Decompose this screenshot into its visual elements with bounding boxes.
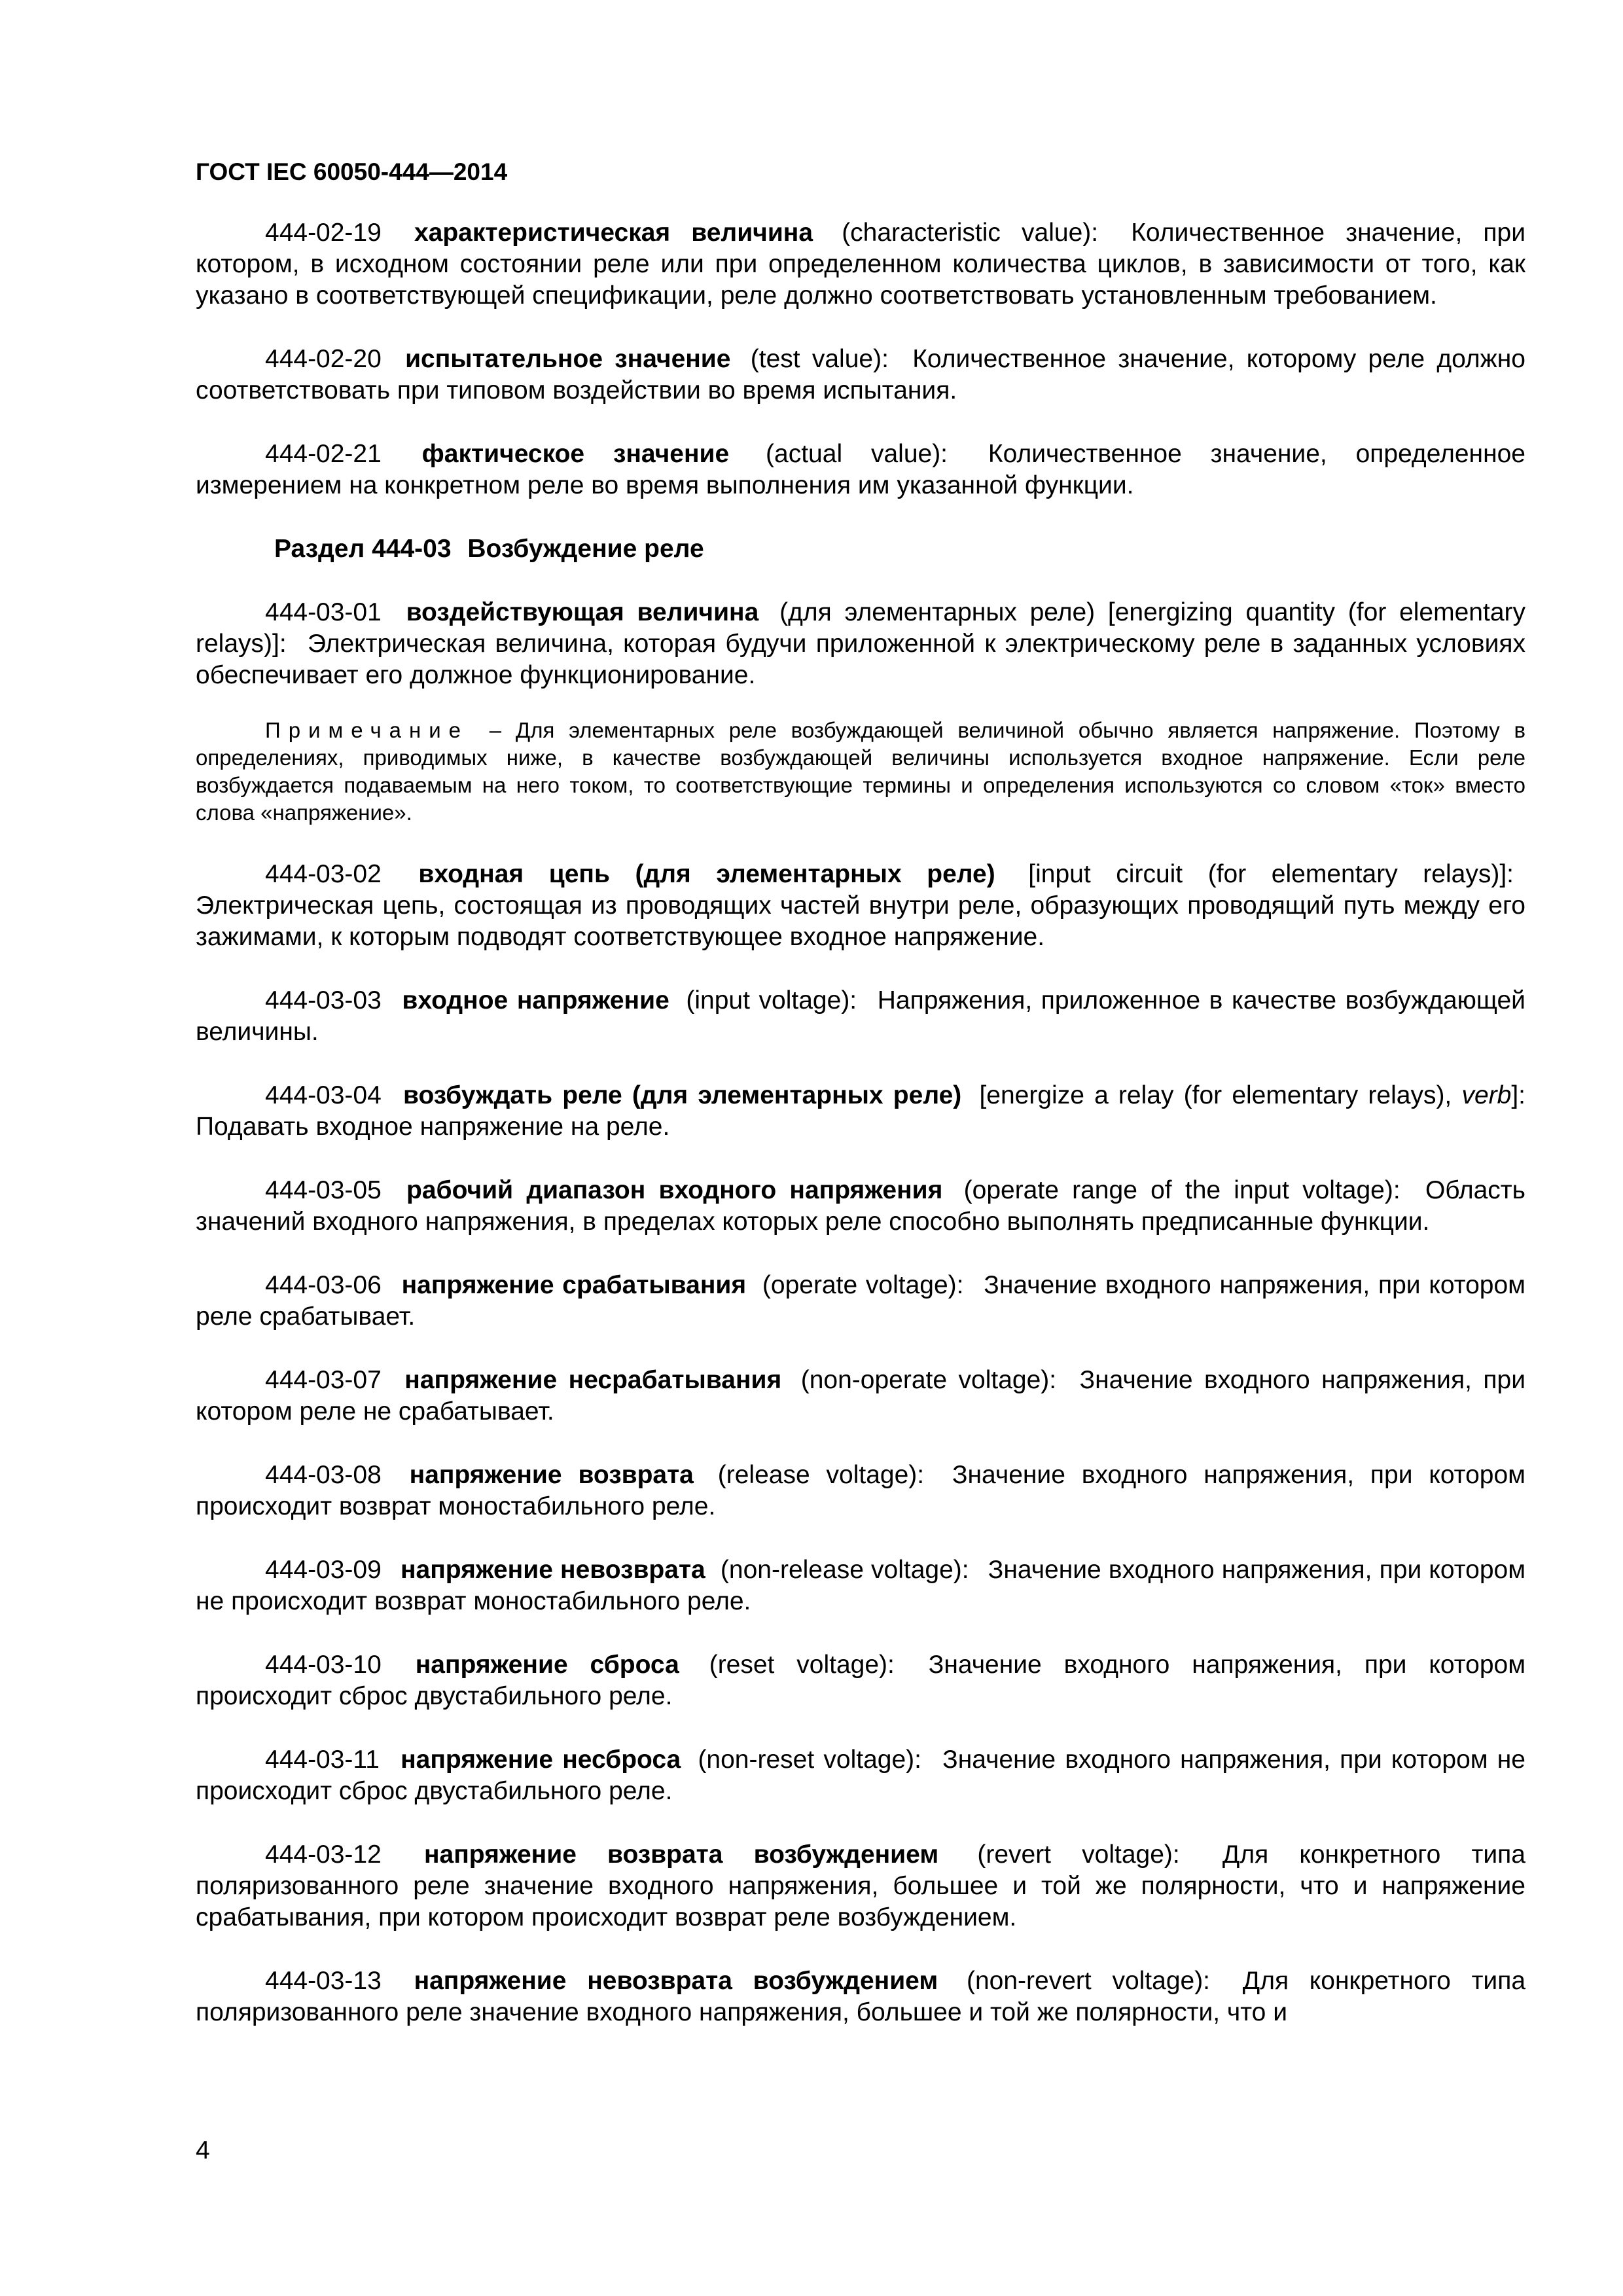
entry-english-term: (reset voltage):: [709, 1651, 895, 1679]
note-text: – Для элементарных реле возбуждающей величиной обычно является напряжение. Поэтому в определениях, приводимых ниже, в качестве возбуждающей величины используется входное напряжение. Если реле возбуждается подаваемым на него током, то соответствующие термины и определения используются со словом «ток» вместо слова «напряжение».: [196, 718, 1525, 825]
term-entry: [196, 1744, 1525, 1807]
entry-english-term: (actual value):: [766, 440, 948, 468]
term-entry: [196, 859, 1525, 953]
entry-term: рабочий диапазон входного напряжения: [406, 1176, 943, 1204]
term-entry: [196, 985, 1525, 1048]
entry-number: 444-03-05: [265, 1176, 382, 1204]
entry-number: 444-03-01: [265, 598, 382, 626]
term-entry: [196, 1270, 1525, 1333]
entry-term: возбуждать реле (для элементарных реле): [403, 1081, 962, 1109]
entry-english-term: (input voltage):: [686, 986, 857, 1014]
entry-term: характеристическая величина: [414, 219, 813, 247]
entry-number: 444-02-19: [265, 219, 382, 247]
entry-definition: Количественное значение, которому реле должно соответствовать при типовом воздействии во время испытания.: [196, 345, 1525, 404]
note-paragraph: [196, 717, 1525, 827]
entry-definition: Для конкретного типа поляризованного реле значение входного напряжения, большее и той же полярности, что и: [196, 1967, 1526, 2026]
entry-english-term: [energize a relay (for elementary relays),: [979, 1081, 1452, 1109]
term-entry: [196, 217, 1525, 312]
entry-english-term: (non-reset voltage):: [698, 1746, 921, 1774]
entry-english-term: (non-revert voltage):: [966, 1967, 1211, 1995]
entry-number: 444-02-20: [265, 345, 382, 373]
section-number: Раздел 444-03: [274, 535, 452, 563]
entry-definition: Значение входного напряжения, при котором происходит сброс двустабильного реле.: [196, 1651, 1526, 1710]
entry-part-of-speech: verb: [1461, 1081, 1512, 1109]
entry-number: 444-03-06: [265, 1271, 382, 1299]
term-entry: [196, 1839, 1525, 1933]
entry-number: 444-03-02: [265, 860, 382, 888]
entry-definition: Количественное значение, определенное измерением на конкретном реле во время выполнения им указанной функции.: [196, 440, 1525, 499]
entry-english-term: (non-operate voltage):: [800, 1366, 1057, 1394]
term-entry: [196, 344, 1525, 406]
entry-term: воздействующая величина: [406, 598, 759, 626]
entry-number: 444-03-11: [265, 1746, 380, 1774]
entry-definition: Значение входного напряжения, при котором происходит возврат моностабильного реле.: [196, 1461, 1525, 1520]
entry-definition: Электрическая величина, которая будучи приложенной к электрическому реле в заданных условиях обеспечивает его должное функционирование.: [196, 630, 1525, 689]
note-label: Примечание: [265, 718, 469, 742]
entry-number: 444-03-08: [265, 1461, 382, 1489]
entry-number: 444-03-13: [265, 1967, 382, 1995]
entry-term: напряжение возврата возбуждением: [423, 1840, 939, 1869]
entry-definition: Для конкретного типа поляризованного реле значение входного напряжения, большее и той же полярности, что и напряжение срабатывания, при котором происходит возврат реле возбуждением.: [196, 1840, 1525, 1931]
entry-term: входное напряжение: [402, 986, 669, 1014]
entry-english-term: (non-release voltage):: [720, 1556, 969, 1584]
entry-term: напряжение срабатывания: [401, 1271, 747, 1299]
term-entry: [196, 1365, 1525, 1427]
term-entry: [196, 1080, 1525, 1143]
section-heading: [196, 533, 1525, 565]
entry-term: напряжение возврата: [409, 1461, 694, 1489]
entry-term: испытательное значение: [405, 345, 731, 373]
term-entry: [196, 597, 1525, 691]
page-number: 4: [196, 2136, 210, 2164]
entry-term: входная цепь (для элементарных реле): [418, 860, 995, 888]
term-entry: [196, 439, 1525, 501]
entry-english-term-end: ]:: [1511, 1081, 1526, 1109]
entry-english-term: (release voltage):: [717, 1461, 925, 1489]
entry-term: напряжение невозврата: [400, 1556, 705, 1584]
entry-english-term: (characteristic value):: [842, 219, 1099, 247]
entry-number: 444-03-10: [265, 1651, 382, 1679]
term-entry: [196, 1175, 1525, 1238]
entry-english-term: (revert voltage):: [977, 1840, 1180, 1869]
entry-definition: Область значений входного напряжения, в пределах которых реле способно выполнять предписанные функции.: [196, 1176, 1525, 1236]
term-entry: [196, 1460, 1525, 1522]
entry-number: 444-03-07: [265, 1366, 382, 1394]
entry-english-term: (operate range of the input voltage):: [963, 1176, 1400, 1204]
entry-number: 444-03-12: [265, 1840, 382, 1869]
entry-english-term: [input circuit (for elementary relays)]:: [1028, 860, 1514, 888]
term-entry: [196, 1965, 1525, 2028]
entry-english-term: (operate voltage):: [762, 1271, 964, 1299]
entry-definition: Электрическая цепь, состоящая из проводящих частей внутри реле, образующих проводящий путь между его зажимами, к которым подводят соответствующее входное напряжение.: [196, 891, 1525, 951]
entry-definition: Напряжения, приложенное в качестве возбуждающей величины.: [196, 986, 1525, 1046]
term-entry: [196, 1554, 1525, 1617]
entry-term: напряжение несброса: [401, 1746, 681, 1774]
entry-term: напряжение несрабатывания: [404, 1366, 782, 1394]
entry-definition: Значение входного напряжения, при котором не происходит сброс двустабильного реле.: [196, 1746, 1525, 1805]
entry-term: напряжение невозврата возбуждением: [414, 1967, 938, 1995]
entry-term: фактическое значение: [421, 440, 730, 468]
entry-definition: Значение входного напряжения, при котором не происходит возврат моностабильного реле.: [196, 1556, 1526, 1615]
entry-number: 444-03-09: [265, 1556, 382, 1584]
section-title: Возбуждение реле: [467, 535, 704, 563]
entry-number: 444-03-04: [265, 1081, 382, 1109]
entry-english-term: (для элементарных реле) [energizing quantity (for elementary relays)]:: [196, 598, 1525, 658]
document-body: [196, 217, 1525, 2060]
entry-number: 444-03-03: [265, 986, 382, 1014]
entry-definition: Значение входного напряжения, при котором реле срабатывает.: [196, 1271, 1525, 1331]
entry-number: 444-02-21: [265, 440, 382, 468]
entry-definition: Значение входного напряжения, при котором реле не срабатывает.: [196, 1366, 1525, 1426]
entry-english-term: (test value):: [750, 345, 889, 373]
entry-definition: Подавать входное напряжение на реле.: [196, 1113, 670, 1141]
entry-term: напряжение сброса: [415, 1651, 679, 1679]
term-entry: [196, 1649, 1525, 1712]
document-code-header: ГОСТ IEC 60050-444—2014: [196, 158, 508, 185]
entry-definition: Количественное значение, при котором, в исходном состоянии реле или при определенном количества циклов, в зависимости от того, как указано в соответствующей спецификации, реле должно соответствовать установленным требованием.: [196, 219, 1526, 310]
